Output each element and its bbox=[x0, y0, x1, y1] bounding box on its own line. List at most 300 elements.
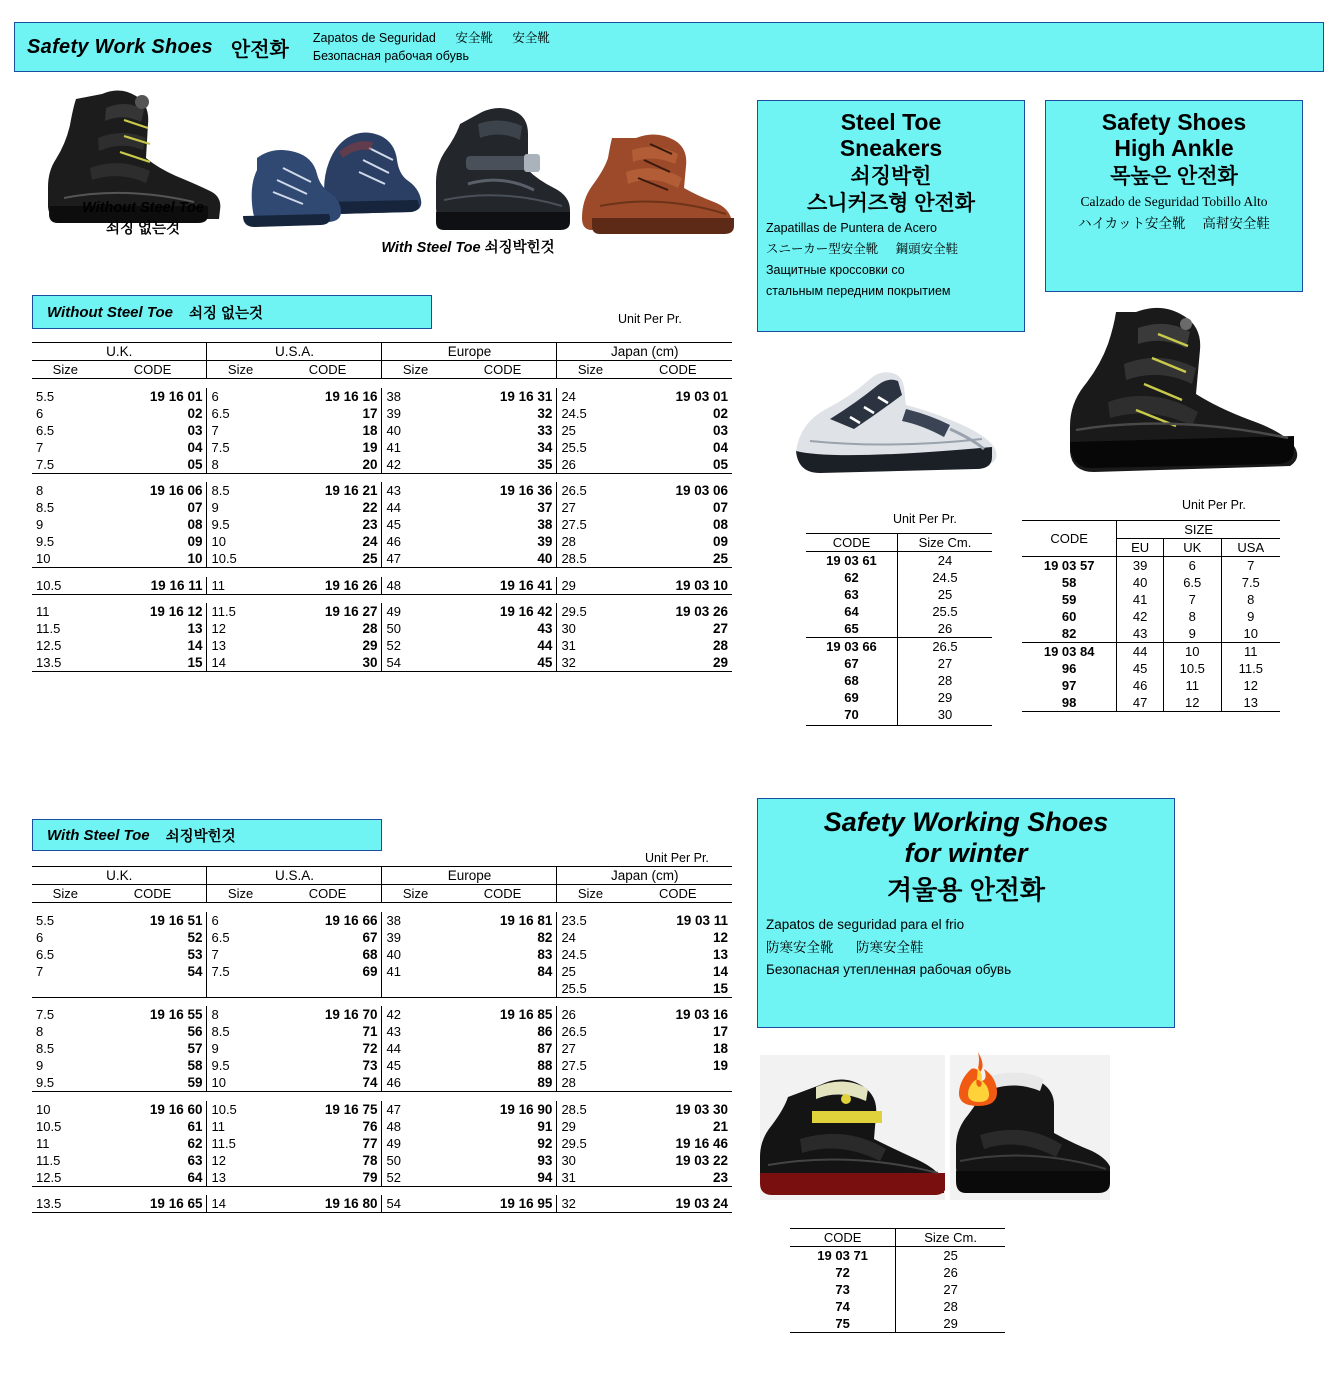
cell-usa: 9 bbox=[1221, 608, 1280, 625]
cell-code: 19 16 06 bbox=[149, 483, 203, 498]
header-size: Size bbox=[382, 885, 449, 903]
unit-label-without: Unit Per Pr. bbox=[618, 312, 682, 326]
table-row bbox=[1022, 660, 1280, 677]
header-size-cm: Size Cm. bbox=[896, 1229, 1005, 1247]
cell-code: 19 16 66 bbox=[324, 912, 378, 928]
table-row bbox=[32, 929, 732, 946]
cell-eu: 40 bbox=[1117, 574, 1164, 591]
cell-size: 29 bbox=[557, 1118, 624, 1135]
cell-size bbox=[207, 980, 274, 998]
cell-size: 29.5 bbox=[557, 603, 624, 620]
cell-code: 19 03 01 bbox=[675, 388, 728, 404]
table-row bbox=[806, 569, 992, 586]
cell-size: 54 bbox=[382, 1195, 449, 1213]
table-row bbox=[32, 1101, 732, 1118]
shoe-photo-strap-boot bbox=[428, 100, 573, 240]
cell-size-cm: 26 bbox=[896, 1264, 1005, 1281]
cell-code: 19 16 51 bbox=[149, 912, 203, 928]
cell-code: 73 bbox=[362, 1058, 378, 1073]
table-header-sub-row bbox=[32, 885, 732, 903]
cell-code: 87 bbox=[537, 1041, 553, 1056]
cell-code: 19 16 16 bbox=[324, 388, 378, 404]
cell-size: 8.5 bbox=[36, 500, 55, 515]
table-with-steel-toe bbox=[32, 866, 732, 1213]
cell-code: 28 bbox=[362, 621, 378, 636]
cell-size: 45 bbox=[382, 516, 449, 533]
cell-uk: 12 bbox=[1163, 694, 1221, 712]
cell-code: 19 16 46 bbox=[675, 1135, 728, 1151]
caption-without-kr: 쇠징 없는것 bbox=[105, 221, 181, 238]
cell-size-cm: 26.5 bbox=[897, 638, 992, 656]
table-row bbox=[790, 1247, 1005, 1265]
cell-size: 38 bbox=[382, 388, 449, 405]
winter-cn: 防寒安全鞋 bbox=[856, 939, 924, 955]
cell-size: 28 bbox=[557, 533, 624, 550]
table-row bbox=[1022, 557, 1280, 575]
cell-size: 14 bbox=[207, 654, 274, 672]
cell-code: 64 bbox=[844, 604, 859, 619]
cell-size: 11.5 bbox=[207, 603, 274, 620]
cell-size-cm: 24 bbox=[897, 552, 992, 570]
cell-eu: 47 bbox=[1117, 694, 1164, 712]
cell-size-cm: 29 bbox=[896, 1315, 1005, 1333]
header-uk: U.K. bbox=[32, 867, 207, 885]
cell-code: 62 bbox=[844, 570, 859, 585]
cell-size: 7.5 bbox=[32, 456, 99, 474]
cell-code: 88 bbox=[537, 1058, 553, 1073]
cell-code: 17 bbox=[712, 1024, 728, 1039]
cell-code: 38 bbox=[537, 517, 553, 532]
cell-size: 13.5 bbox=[32, 654, 99, 672]
cell-code bbox=[274, 980, 382, 998]
shoe-photo-high-ankle bbox=[1050, 300, 1300, 485]
cell-code: 56 bbox=[187, 1024, 203, 1039]
cell-size-cm: 25 bbox=[897, 586, 992, 603]
sneakers-heading-kr1: 쇠징박힌 bbox=[850, 164, 932, 188]
cell-code: 68 bbox=[362, 946, 378, 962]
cell-size: 47 bbox=[382, 550, 449, 568]
cell-code: 03 bbox=[712, 422, 728, 438]
cell-code: 08 bbox=[187, 517, 203, 532]
cell-size: 30 bbox=[557, 1152, 624, 1169]
cell-usa: 11.5 bbox=[1221, 660, 1280, 677]
cell-code: 24 bbox=[362, 534, 378, 549]
table-row bbox=[32, 980, 732, 998]
cell-code: 60 bbox=[1061, 609, 1077, 624]
cell-size: 7.5 bbox=[207, 439, 274, 456]
cell-uk: 6.5 bbox=[1163, 574, 1221, 591]
banner-title-kr: 안전화 bbox=[230, 38, 289, 61]
header-code: CODE bbox=[99, 361, 207, 379]
cell-code: 29 bbox=[362, 638, 378, 653]
cell-eu: 43 bbox=[1117, 625, 1164, 643]
cell-size-cm: 28 bbox=[897, 672, 992, 689]
cell-code: 19 bbox=[712, 1058, 728, 1073]
cell-size: 8.5 bbox=[207, 1023, 274, 1040]
sneakers-heading-2: Sneakers bbox=[839, 135, 943, 162]
section-title-without-kr: 쇠징 없는것 bbox=[188, 305, 264, 322]
section-title-without-en: Without Steel Toe bbox=[47, 303, 173, 321]
cell-code: 74 bbox=[274, 1074, 382, 1092]
sneakers-es: Zapatillas de Puntera de Acero bbox=[766, 221, 937, 236]
shoe-photo-sneaker bbox=[790, 355, 1000, 485]
cell-size-cm: 29 bbox=[897, 689, 992, 706]
banner-translations bbox=[313, 29, 566, 65]
cell-size: 11 bbox=[207, 1118, 274, 1135]
cell-size: 52 bbox=[382, 637, 449, 654]
cell-size: 9.5 bbox=[36, 534, 55, 549]
cell-code: 69 bbox=[844, 690, 859, 705]
table-header-row bbox=[790, 1229, 1005, 1247]
cell-code: 04 bbox=[712, 439, 728, 455]
cell-code: 19 16 01 bbox=[149, 388, 203, 404]
header-size-group: SIZE bbox=[1117, 521, 1280, 539]
section-title-with-kr: 쇠징박힌것 bbox=[165, 828, 236, 845]
cell-size: 9 bbox=[207, 1040, 274, 1057]
header-code: CODE bbox=[449, 885, 557, 903]
cell-size: 26 bbox=[557, 1006, 624, 1023]
table-row bbox=[806, 552, 992, 570]
cell-code: 67 bbox=[844, 656, 859, 671]
cell-size: 7 bbox=[36, 439, 44, 455]
cell-code: 07 bbox=[187, 500, 203, 515]
table-row-end bbox=[806, 723, 992, 726]
cell-code: 45 bbox=[449, 654, 557, 672]
caption-without-en: Without Steel Toe bbox=[82, 200, 204, 216]
header-size: Size bbox=[207, 361, 274, 379]
section-title-without-steel-toe bbox=[32, 295, 432, 329]
cell-size: 44 bbox=[382, 1040, 449, 1057]
panel-high-ankle bbox=[1045, 100, 1303, 292]
cell-size: 6 bbox=[207, 388, 274, 405]
winter-es: Zapatos de seguridad para el frio bbox=[766, 917, 965, 933]
cell-eu: 45 bbox=[1117, 660, 1164, 677]
cell-code: 79 bbox=[274, 1169, 382, 1187]
header-usa: U.S.A. bbox=[207, 343, 382, 361]
cell-size: 30 bbox=[557, 620, 624, 637]
cell-size-cm: 27 bbox=[897, 655, 992, 672]
table-row bbox=[790, 1281, 1005, 1298]
cell-code: 37 bbox=[537, 500, 553, 515]
cell-eu: 46 bbox=[1117, 677, 1164, 694]
cell-size: 26.5 bbox=[557, 482, 624, 499]
cell-uk: 9 bbox=[1163, 625, 1221, 643]
cell-size-cm: 26 bbox=[897, 620, 992, 638]
cell-size bbox=[32, 980, 99, 998]
table-row bbox=[32, 1040, 732, 1057]
table-row bbox=[32, 1152, 732, 1169]
cell-code: 29 bbox=[624, 654, 732, 672]
cell-size: 12.5 bbox=[36, 638, 62, 653]
cell-code: 19 03 61 bbox=[826, 553, 877, 568]
caption-without-steel-toe bbox=[48, 198, 238, 240]
table-without-steel-toe bbox=[32, 342, 732, 672]
cell-code: 65 bbox=[806, 620, 897, 638]
cell-size: 7 bbox=[207, 946, 274, 963]
table-row bbox=[32, 439, 732, 456]
header-code: CODE bbox=[806, 534, 897, 552]
cell-usa: 7.5 bbox=[1221, 574, 1280, 591]
cell-size: 13.5 bbox=[32, 1195, 99, 1213]
cell-size-cm: 27 bbox=[896, 1281, 1005, 1298]
cell-code: 19 03 11 bbox=[676, 912, 728, 928]
panel-steel-toe-sneakers bbox=[757, 100, 1025, 332]
table-row bbox=[32, 603, 732, 620]
table-row bbox=[32, 422, 732, 439]
header-japan: Japan (cm) bbox=[557, 867, 732, 885]
caption-with-steel-toe bbox=[323, 238, 613, 259]
flame-icon bbox=[955, 1050, 1001, 1108]
table-row bbox=[1022, 591, 1280, 608]
cell-size: 29.5 bbox=[557, 1135, 624, 1152]
cell-code: 14 bbox=[187, 638, 203, 653]
cell-size: 6 bbox=[36, 405, 44, 421]
cell-usa: 12 bbox=[1221, 677, 1280, 694]
cell-code: 15 bbox=[99, 654, 207, 672]
header-uk: U.K. bbox=[32, 343, 207, 361]
table-row bbox=[32, 1074, 732, 1092]
cell-size: 47 bbox=[382, 1101, 449, 1118]
cell-uk: 10 bbox=[1163, 643, 1221, 661]
cell-size: 8.5 bbox=[207, 482, 274, 499]
cell-code: 69 bbox=[362, 963, 378, 979]
winter-heading-2: for winter bbox=[904, 838, 1028, 869]
cell-size: 50 bbox=[382, 620, 449, 637]
table-row bbox=[806, 672, 992, 689]
header-eu: EU bbox=[1117, 539, 1164, 557]
sneakers-heading-kr2: 스니커즈형 안전화 bbox=[806, 192, 976, 216]
table-row bbox=[32, 1006, 732, 1023]
table-row bbox=[790, 1315, 1005, 1333]
cell-code: 23 bbox=[362, 517, 378, 532]
cell-code: 23 bbox=[624, 1169, 732, 1187]
product-photo-strip bbox=[18, 80, 738, 256]
cell-size: 39 bbox=[382, 929, 449, 946]
cell-code: 82 bbox=[537, 929, 553, 945]
cell-code: 44 bbox=[537, 638, 553, 653]
cell-code: 58 bbox=[1061, 575, 1077, 590]
table-row bbox=[806, 586, 992, 603]
cell-usa: 13 bbox=[1221, 694, 1280, 712]
cell-code: 76 bbox=[362, 1118, 378, 1134]
table-high-ankle-sizes bbox=[1022, 520, 1280, 712]
cell-code: 94 bbox=[449, 1169, 557, 1187]
cell-size: 52 bbox=[382, 1169, 449, 1187]
cell-code: 92 bbox=[537, 1135, 553, 1151]
cell-size: 41 bbox=[382, 439, 449, 456]
cell-size: 11.5 bbox=[207, 1135, 274, 1152]
cell-code: 98 bbox=[1022, 694, 1117, 712]
header-size: Size bbox=[32, 885, 99, 903]
cell-code: 10 bbox=[99, 550, 207, 568]
cell-usa: 7 bbox=[1221, 557, 1280, 575]
cell-size: 43 bbox=[382, 1023, 449, 1040]
header-code: CODE bbox=[1022, 521, 1117, 557]
cell-size: 26 bbox=[557, 456, 624, 474]
cell-size-cm: 25.5 bbox=[897, 603, 992, 620]
cell-size bbox=[382, 980, 449, 998]
cell-code: 19 03 66 bbox=[826, 639, 877, 654]
cell-code bbox=[449, 980, 557, 998]
cell-code: 03 bbox=[187, 422, 203, 438]
cell-code: 84 bbox=[537, 963, 553, 979]
highankle-heading-kr: 목높은 안전화 bbox=[1110, 164, 1238, 188]
cell-size: 25 bbox=[557, 422, 624, 439]
cell-code: 89 bbox=[449, 1074, 557, 1092]
unit-label-sneakers: Unit Per Pr. bbox=[893, 512, 957, 526]
cell-code: 63 bbox=[187, 1152, 203, 1168]
cell-code: 19 16 42 bbox=[499, 604, 553, 619]
cell-code: 35 bbox=[449, 456, 557, 474]
table-row bbox=[790, 1298, 1005, 1315]
cell-code: 09 bbox=[187, 534, 203, 549]
cell-size: 29 bbox=[557, 577, 624, 595]
highankle-heading-2: High Ankle bbox=[1114, 135, 1234, 162]
cell-size: 31 bbox=[557, 637, 624, 654]
cell-code: 19 03 10 bbox=[624, 577, 732, 595]
cell-size: 49 bbox=[382, 603, 449, 620]
header-code: CODE bbox=[274, 885, 382, 903]
cell-size: 9 bbox=[207, 499, 274, 516]
cell-size: 9.5 bbox=[32, 1074, 99, 1092]
cell-code: 34 bbox=[537, 439, 553, 455]
cell-code: 62 bbox=[187, 1135, 203, 1151]
cell-size: 27 bbox=[557, 1040, 624, 1057]
cell-size: 42 bbox=[382, 456, 449, 474]
table-row bbox=[806, 655, 992, 672]
cell-code: 75 bbox=[790, 1315, 896, 1333]
cell-code: 93 bbox=[537, 1152, 553, 1168]
cell-size: 6 bbox=[36, 929, 44, 945]
cell-size: 25.5 bbox=[557, 980, 624, 998]
cell-size: 9.5 bbox=[207, 516, 274, 533]
cell-code: 63 bbox=[844, 587, 859, 602]
cell-code: 64 bbox=[99, 1169, 207, 1187]
cell-size: 40 bbox=[382, 422, 449, 439]
table-row bbox=[32, 456, 732, 474]
cell-code: 58 bbox=[187, 1058, 203, 1073]
cell-code: 54 bbox=[187, 963, 203, 979]
cell-size: 42 bbox=[382, 1006, 449, 1023]
cell-code: 25 bbox=[274, 550, 382, 568]
header-code: CODE bbox=[274, 361, 382, 379]
cell-code: 19 16 75 bbox=[324, 1101, 378, 1117]
table-row bbox=[32, 963, 732, 980]
cell-size: 11 bbox=[207, 577, 274, 595]
cell-eu: 41 bbox=[1117, 591, 1164, 608]
winter-jp: 防寒安全靴 bbox=[766, 939, 834, 955]
sneakers-ru-1: Защитные кроссовки со bbox=[766, 263, 905, 277]
cell-code: 33 bbox=[537, 422, 553, 438]
section-title-with-en: With Steel Toe bbox=[47, 826, 150, 844]
cell-size: 8 bbox=[36, 483, 44, 498]
header-usa: U.S.A. bbox=[207, 867, 382, 885]
cell-code: 52 bbox=[187, 929, 203, 945]
cell-code: 25 bbox=[624, 550, 732, 568]
cell-code: 19 16 41 bbox=[449, 577, 557, 595]
shoe-photo-brown-boot bbox=[580, 128, 735, 238]
table-header-row bbox=[1022, 521, 1280, 539]
cell-size: 40 bbox=[382, 946, 449, 963]
table-row bbox=[32, 1169, 732, 1187]
cell-size: 12 bbox=[207, 1152, 274, 1169]
cell-size: 38 bbox=[382, 912, 449, 929]
cell-code: 19 16 31 bbox=[499, 388, 553, 404]
cell-size: 24.5 bbox=[557, 405, 624, 422]
table-row bbox=[1022, 643, 1280, 661]
cell-size: 6.5 bbox=[36, 946, 55, 962]
cell-size: 11.5 bbox=[36, 1152, 61, 1168]
header-uk: UK bbox=[1163, 539, 1221, 557]
cell-size: 8 bbox=[207, 456, 274, 474]
table-header-region-row bbox=[32, 867, 732, 885]
highankle-jp: ハイカット安全靴 bbox=[1078, 216, 1186, 232]
caption-with-en: With Steel Toe bbox=[381, 240, 481, 256]
table-row bbox=[32, 405, 732, 422]
cell-size: 54 bbox=[382, 654, 449, 672]
cell-code: 19 03 30 bbox=[675, 1101, 728, 1117]
table-row bbox=[790, 1264, 1005, 1281]
cell-code: 96 bbox=[1061, 661, 1077, 676]
cell-code: 74 bbox=[835, 1299, 850, 1314]
cell-code: 57 bbox=[187, 1041, 203, 1056]
cell-code: 08 bbox=[712, 517, 728, 532]
cell-size-cm: 28 bbox=[896, 1298, 1005, 1315]
cell-code: 77 bbox=[362, 1135, 378, 1151]
cell-size: 27.5 bbox=[557, 1057, 624, 1074]
cell-code: 19 03 71 bbox=[817, 1248, 868, 1263]
cell-code: 21 bbox=[712, 1118, 728, 1134]
table-row bbox=[32, 1135, 732, 1152]
cell-size-cm: 30 bbox=[897, 706, 992, 723]
cell-code bbox=[624, 1074, 732, 1092]
cell-size: 9 bbox=[36, 1058, 44, 1073]
cell-code: 68 bbox=[844, 673, 859, 688]
cell-size-cm: 25 bbox=[896, 1247, 1005, 1265]
cell-size: 10.5 bbox=[32, 577, 99, 595]
cell-code: 61 bbox=[187, 1118, 203, 1134]
cell-eu: 44 bbox=[1117, 643, 1164, 661]
cell-code: 17 bbox=[362, 405, 378, 421]
table-sneakers-codes bbox=[806, 533, 992, 726]
cell-size: 39 bbox=[382, 405, 449, 422]
table-row bbox=[32, 654, 732, 672]
cell-uk: 6 bbox=[1163, 557, 1221, 575]
table-row bbox=[32, 577, 732, 595]
banner-title-en: Safety Work Shoes bbox=[27, 35, 213, 58]
cell-code: 19 16 21 bbox=[324, 483, 378, 498]
cell-code bbox=[99, 980, 207, 998]
cell-code: 59 bbox=[1061, 592, 1077, 607]
cell-size: 11 bbox=[36, 604, 50, 619]
banner-ru: Безопасная рабочая обувь bbox=[312, 49, 470, 63]
header-code: CODE bbox=[624, 885, 732, 903]
cell-code: 12 bbox=[712, 929, 728, 945]
cell-code: 53 bbox=[187, 946, 203, 962]
cell-code: 97 bbox=[1061, 678, 1077, 693]
cell-size: 12 bbox=[207, 620, 274, 637]
cell-code: 19 16 90 bbox=[499, 1101, 553, 1117]
sneakers-heading-1: Steel Toe bbox=[840, 109, 942, 135]
cell-size: 10 bbox=[32, 550, 99, 568]
cell-code: 73 bbox=[835, 1282, 850, 1297]
header-size: Size bbox=[557, 885, 624, 903]
cell-size: 7 bbox=[207, 422, 274, 439]
cell-code: 19 16 80 bbox=[274, 1195, 382, 1213]
header-europe: Europe bbox=[382, 867, 557, 885]
cell-code: 19 16 81 bbox=[499, 912, 553, 928]
cell-size: 46 bbox=[382, 1074, 449, 1092]
